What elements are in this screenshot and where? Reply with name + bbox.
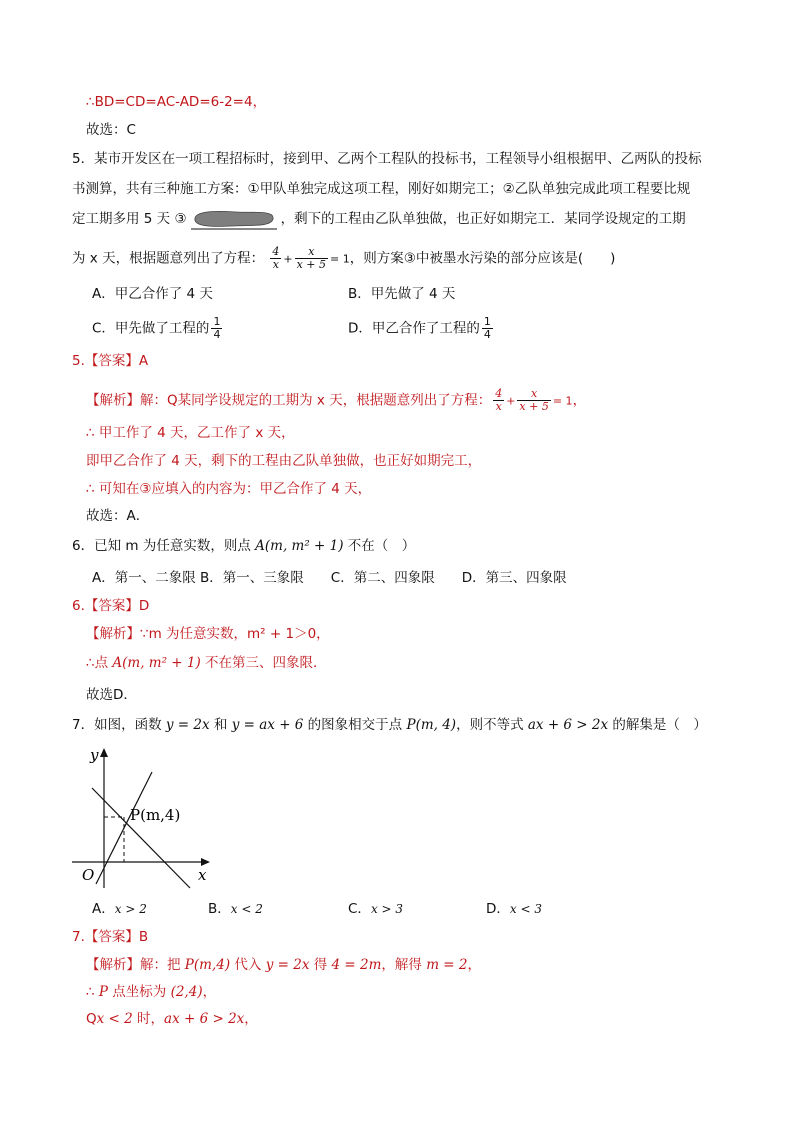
q7-option-d-math: x < 3 bbox=[509, 902, 542, 916]
q7-option-c-label: C． bbox=[348, 901, 371, 917]
condition-x-lt-2: x < 2 bbox=[96, 1011, 133, 1027]
q7-graph bbox=[60, 740, 220, 890]
fraction-x-over-x-plus-5: $\frac{x}{x + 5}$ bbox=[296, 245, 327, 271]
origin-label: O bbox=[82, 866, 95, 884]
q6-stem-end: 不在（ ） bbox=[343, 538, 416, 554]
q6-stem-start: 6．已知 m 为任意实数，则点 bbox=[72, 538, 256, 554]
q7-option-a bbox=[92, 900, 147, 918]
q5-option-d-text: D．甲乙合作了工程的 bbox=[348, 320, 480, 337]
q6-options: A．第一、二象限 B．第一、三象限 C．第二、四象限 D．第三、四象限 bbox=[92, 570, 567, 586]
point-a: A(m, m² + 1) bbox=[255, 538, 344, 554]
x-axis-label: x bbox=[198, 866, 207, 884]
point-p-name: P bbox=[98, 984, 108, 1000]
comma: ， bbox=[244, 1011, 258, 1027]
q7-stem-part2: 和 bbox=[209, 717, 232, 733]
q7-option-d bbox=[486, 900, 542, 918]
q7-explanation-line3 bbox=[86, 1010, 258, 1028]
line-y-ax-6 bbox=[92, 788, 190, 888]
equals-one: = 1 bbox=[330, 252, 350, 266]
q7-option-b-math: x < 2 bbox=[230, 902, 263, 916]
point-p-label: P(m,4) bbox=[130, 806, 181, 824]
q7-explanation-part3: 得 bbox=[309, 957, 332, 973]
q7-option-c bbox=[348, 900, 403, 918]
q5-stem-line4-end: ，则方案③中被墨水污染的部分应该是( ) bbox=[349, 250, 616, 267]
q5-stem-line3-start: 定工期多用 5 天 ③ bbox=[72, 211, 187, 227]
q7-option-a-label: A． bbox=[92, 901, 115, 917]
plus-sign: + bbox=[283, 252, 293, 266]
inequality: ax + 6 > 2x bbox=[527, 717, 609, 733]
x-axis-arrow-icon bbox=[201, 858, 210, 866]
q7-explanation-part4: ，解得 bbox=[381, 957, 427, 973]
q7-option-a-math: x > 2 bbox=[114, 902, 147, 916]
equals-one: = 1 bbox=[552, 394, 573, 408]
q5-explanation-text: 解：Q某同学设规定的工期为 x 天，根据题意列出了方程： bbox=[140, 392, 492, 409]
q5-explanation-line4: ∴ 可知在③应填入的内容为：甲乙合作了 4 天， bbox=[86, 481, 372, 497]
equation-4-2m: 4 = 2m bbox=[331, 957, 382, 973]
q7-option-b-label: B． bbox=[208, 901, 231, 917]
q7-explanation-part1: 解：把 bbox=[140, 957, 185, 973]
q6-answer: 6.【答案】D bbox=[72, 598, 150, 614]
comma: ， bbox=[202, 984, 217, 1000]
function-y-2x: y = 2x bbox=[265, 957, 310, 973]
q5-stem-line2: 书测算，共有三种施工方案：①甲队单独完成这项工程，刚好如期完工；②乙队单独完成此项工程要比规 bbox=[72, 181, 691, 197]
q5-explanation-line1 bbox=[86, 388, 586, 413]
y-axis-label: y bbox=[90, 746, 99, 764]
q5-option-c-text: C．甲先做了工程的 bbox=[92, 320, 210, 337]
q5-stem-line3 bbox=[72, 208, 686, 230]
explanation-tag: 【解析】 bbox=[86, 392, 140, 409]
fraction-one-quarter: $\frac{1}{4}$ bbox=[213, 315, 221, 341]
q7-option-c-math: x > 3 bbox=[370, 902, 404, 916]
q5-stem-line4 bbox=[72, 246, 615, 271]
q5-choice: 故选：A． bbox=[86, 508, 150, 524]
q7-stem-part5: 的解集是（ ） bbox=[608, 717, 707, 733]
q6-choice: 故选D． bbox=[86, 687, 137, 703]
q7-stem-part3: 的图象相交于点 bbox=[303, 717, 407, 733]
fraction-one-quarter: $\frac{1}{4}$ bbox=[483, 315, 491, 341]
q6-stem bbox=[72, 537, 415, 555]
q7-explanation-part2: 代入 bbox=[230, 957, 266, 973]
q6-explanation-end: 不在第三、四象限． bbox=[200, 655, 327, 671]
q6-explanation-line1 bbox=[86, 625, 330, 643]
point-a: A(m, m² + 1) bbox=[112, 655, 201, 671]
solution-m-2: m = 2 bbox=[426, 957, 468, 973]
q7-stem-part4: ，则不等式 bbox=[456, 717, 528, 733]
y-axis-arrow-icon bbox=[100, 748, 108, 757]
comma: ， bbox=[572, 392, 587, 409]
because-sign: Q bbox=[86, 1011, 97, 1027]
fraction-4-over-x: $\frac{4}{x}$ bbox=[495, 387, 503, 413]
function-y-ax-6: y = ax + 6 bbox=[231, 717, 304, 733]
q4-choice: 故选：C bbox=[86, 122, 136, 138]
ink-blot bbox=[191, 208, 277, 230]
q6-explanation-text: ∵m 为任意实数，m² + 1＞0， bbox=[140, 626, 330, 642]
q7-explanation-part5: 点坐标为 bbox=[107, 984, 171, 1000]
q5-explanation-line3: 即甲乙合作了 4 天，剩下的工程由乙队单独做，也正好如期完工， bbox=[86, 453, 482, 469]
q7-stem-part1: 7．如图，函数 bbox=[72, 717, 166, 733]
q7-explanation-line2 bbox=[86, 983, 216, 1001]
q7-option-b bbox=[208, 900, 263, 918]
q7-option-d-label: D． bbox=[486, 901, 510, 917]
fraction-x-over-x-plus-5: $\frac{x}{x + 5}$ bbox=[519, 387, 549, 413]
q6-explanation-start: ∴点 bbox=[86, 655, 113, 671]
q5-answer: 5.【答案】A bbox=[72, 353, 149, 369]
fraction-4-over-x: $\frac{4}{x}$ bbox=[272, 245, 280, 271]
explanation-tag: 【解析】 bbox=[86, 626, 140, 642]
therefore-sign: ∴ bbox=[86, 984, 99, 1000]
q7-answer: 7.【答案】B bbox=[72, 929, 149, 945]
q5-option-a: A．甲乙合作了 4 天 bbox=[92, 286, 213, 302]
coordinates-2-4: (2,4) bbox=[170, 984, 203, 1000]
q5-option-d bbox=[348, 316, 495, 341]
q5-explanation-line2: ∴ 甲工作了 4 天，乙工作了 x 天， bbox=[86, 425, 295, 441]
q5-stem-line1: 5．某市开发区在一项工程招标时，接到甲、乙两个工程队的投标书，工程领导小组根据甲、乙两队的投标 bbox=[72, 151, 702, 167]
q5-stem-line4-start: 为 x 天，根据题意列出了方程： bbox=[72, 250, 265, 267]
comma: ， bbox=[467, 957, 481, 973]
q5-option-c bbox=[92, 316, 224, 341]
q6-explanation-line2 bbox=[86, 654, 327, 672]
explanation-tag: 【解析】 bbox=[86, 957, 140, 973]
inequality: ax + 6 > 2x bbox=[164, 1011, 245, 1027]
point-p: P(m,4) bbox=[184, 957, 231, 973]
q5-option-b: B．甲先做了 4 天 bbox=[348, 286, 456, 302]
point-p: P(m, 4) bbox=[406, 717, 457, 733]
q4-conclusion: ∴BD=CD=AC-AD=6-2=4， bbox=[86, 94, 267, 110]
plus-sign: + bbox=[506, 394, 516, 408]
q7-stem bbox=[72, 716, 707, 734]
q7-explanation-part6: 时， bbox=[132, 1011, 165, 1027]
function-y-2x: y = 2x bbox=[165, 717, 210, 733]
q5-stem-line3-end: ，剩下的工程由乙队单独做，也正好如期完工．某同学设规定的工期 bbox=[280, 211, 686, 227]
q7-explanation-line1 bbox=[86, 956, 481, 974]
